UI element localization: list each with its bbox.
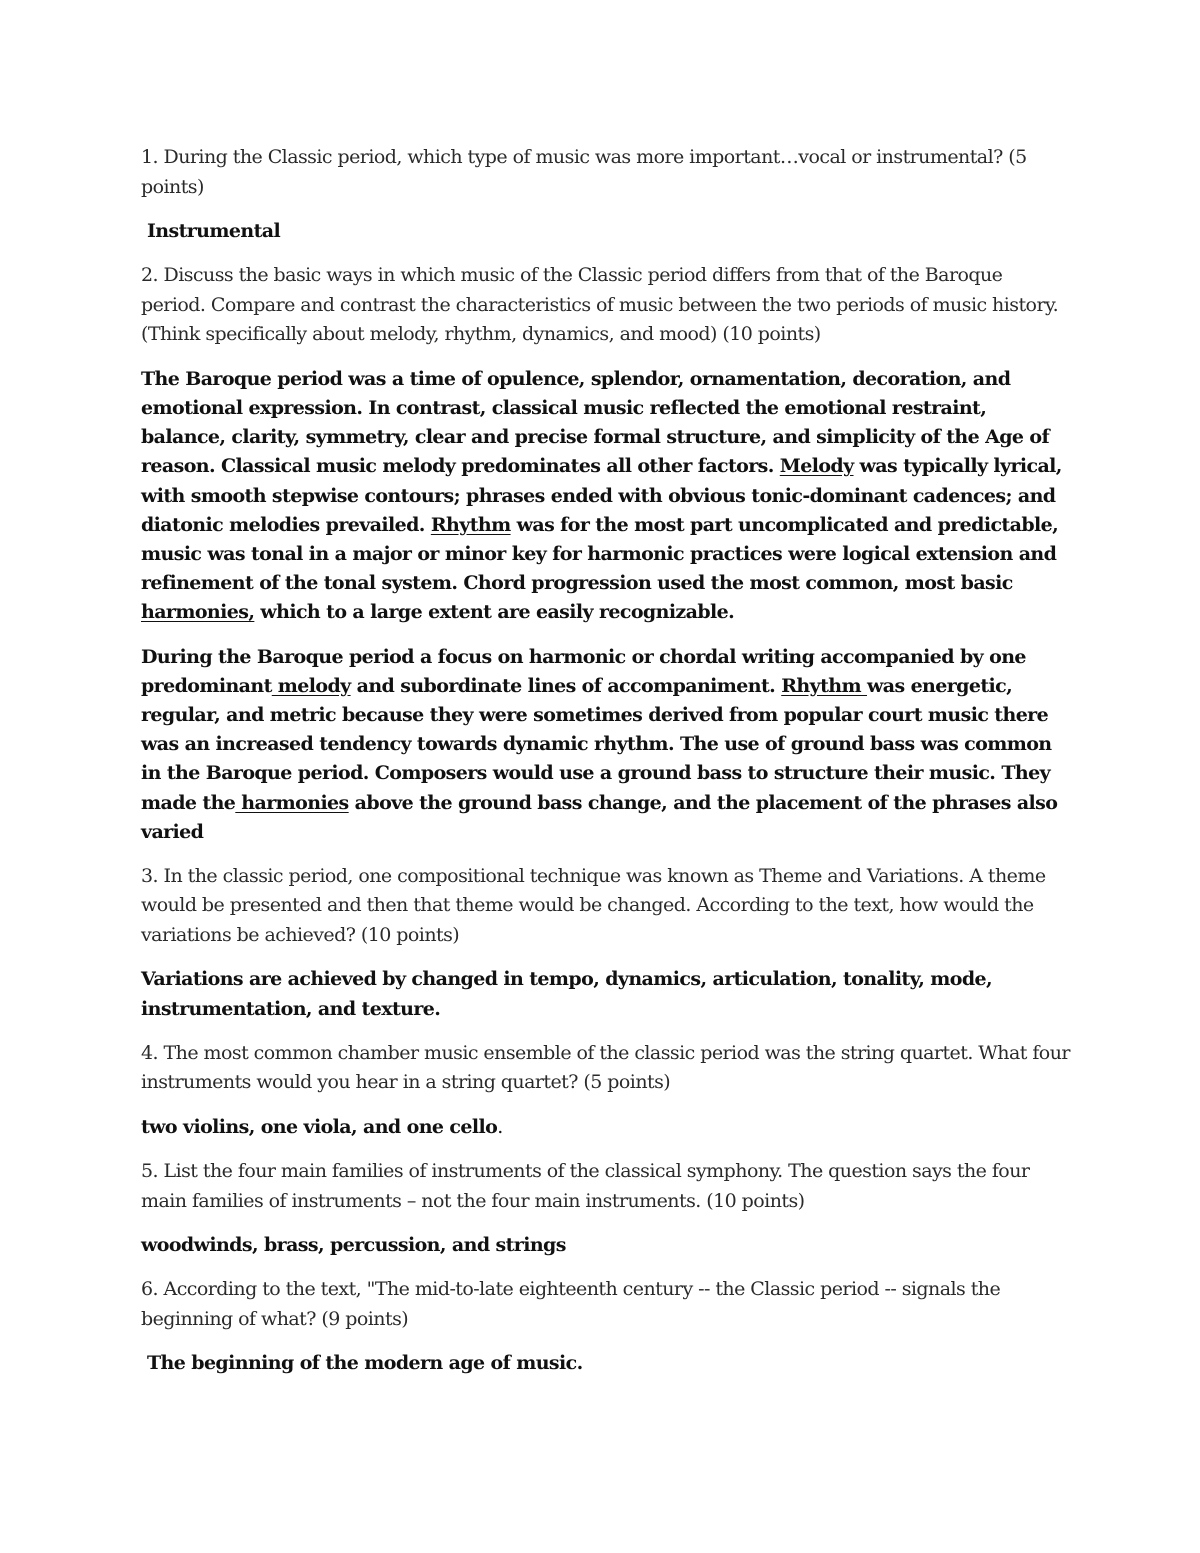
answer-3: Variations are achieved by changed in tempo, dynamics, articulation, tonality, mode, instrumentation, and texture.	[141, 968, 993, 1020]
answer-2-baroque	[141, 643, 1071, 847]
question-1: 1. During the Classic period, which type of music was more important…vocal or instrumental? (5 points)	[141, 146, 1027, 198]
answer-2-baroque-text-3: was energetic, regular, and metric because they were sometimes derived from popular court music there was an increased tendency towards dynamic rhythm. The use of ground bass was common in the Baroque period. Composers would use a ground bass to structure their music. They made the	[141, 674, 1052, 814]
document-body	[141, 143, 1071, 1393]
answer-2-classical-text-3: was for the most part uncomplicated and predictable, music was tonal in a major or minor key for harmonic practices were logical extension and refinement of the tonal system. Chord progression used the most common, most basic	[141, 513, 1059, 595]
answer-2-classical-underline-rhythm: Rhythm	[430, 513, 511, 536]
answer-5: woodwinds, brass, percussion, and strings	[141, 1234, 566, 1257]
question-5: 5. List the four main families of instruments of the classical symphony. The question says the four main families of instruments – not the four main instruments. (10 points)	[141, 1160, 1030, 1212]
answer-2-baroque-underline-rhythm: Rhythm	[781, 674, 867, 697]
question-4: 4. The most common chamber music ensemble of the classic period was the string quartet. What four instruments would you hear in a string quartet? (5 points)	[141, 1041, 1070, 1094]
answer-2-classical-underline-harmonies: harmonies,	[141, 601, 255, 624]
answer-4-period: .	[497, 1115, 503, 1138]
answer-2-baroque-underline-harmonies: harmonies	[235, 791, 349, 814]
question-2: 2. Discuss the basic ways in which music of the Classic period differs from that of the Baroque period. Compare and contrast the characteristics of music between the two periods of music history. (Think specifically about melody, rhythm, dynamics, and mood) (10 points)	[141, 264, 1059, 346]
question-6: 6. According to the text, "The mid-to-late eighteenth century -- the Classic period -- signals the beginning of what? (9 points)	[141, 1278, 1001, 1330]
answer-2-baroque-text-1: During the Baroque period a focus on harmonic or chordal writing accompanied by one predominant	[141, 645, 1026, 697]
question-3: 3. In the classic period, one compositional technique was known as Theme and Variations. A theme would be presented and then that theme would be changed. According to the text, how would the variations be achieved? (10 points)	[141, 864, 1046, 946]
answer-4	[141, 1113, 1071, 1142]
answer-2-baroque-underline-melody: melody	[271, 674, 351, 697]
answer-2-classical-text-4: which to a large extent are easily recognizable.	[254, 601, 735, 624]
answer-2-classical-text-1: The Baroque period was a time of opulence, splendor, ornamentation, decoration, and emotional expression. In contrast, classical music reflected the emotional restraint, balance, clarity, symmetry, clear and precise formal structure, and simplicity of the Age of reason. Classical music melody predominates all other factors.	[141, 367, 1050, 478]
answer-2-baroque-text-4: above the ground bass change, and the placement of the phrases also varied	[141, 791, 1058, 843]
answer-4-text: two violins, one viola, and one cello	[141, 1115, 498, 1138]
answer-1: Instrumental	[147, 220, 281, 242]
answer-2-classical-underline-melody: Melody	[779, 455, 854, 478]
answer-2-classical-text-2: was typically lyrical, with smooth stepwise contours; phrases ended with obvious tonic-dominant cadences; and diatonic melodies prevailed.	[141, 455, 1062, 536]
answer-2-classical	[141, 365, 1071, 628]
answer-6: The beginning of the modern age of music.	[147, 1352, 583, 1375]
answer-2-baroque-text-2: and subordinate lines of accompaniment.	[350, 674, 782, 697]
